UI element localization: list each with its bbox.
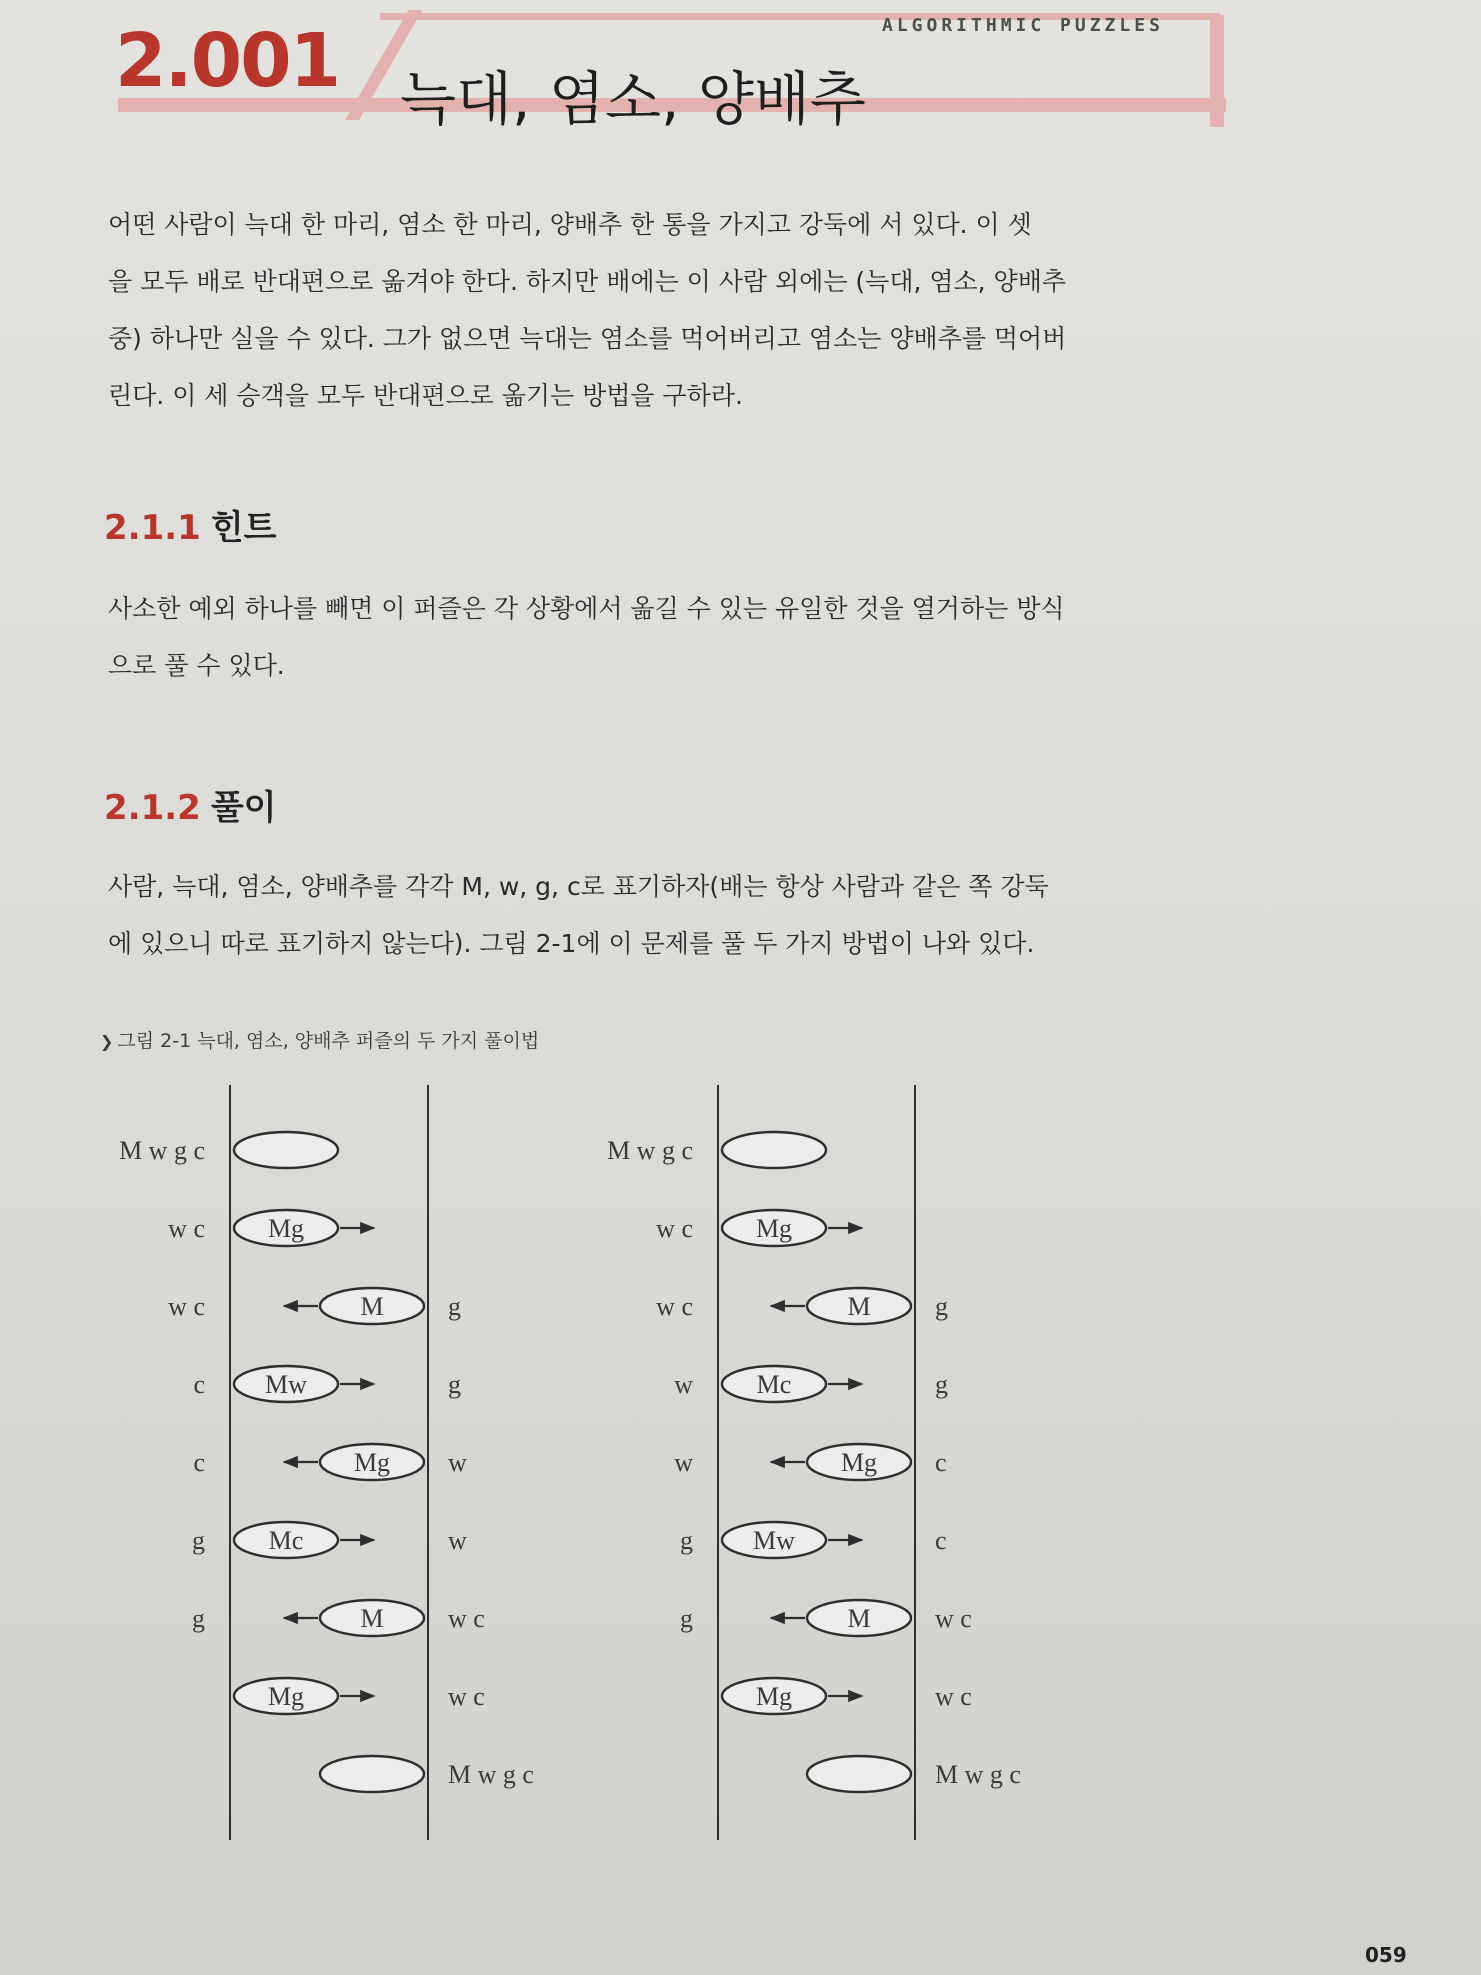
- left-bank-contents: g: [680, 1604, 693, 1633]
- left-bank-contents: c: [193, 1370, 205, 1399]
- boat-passengers: Mc: [268, 1526, 304, 1555]
- boat-passengers: Mg: [353, 1448, 391, 1477]
- left-bank-contents: w c: [168, 1214, 205, 1243]
- right-bank-contents: M w g c: [448, 1760, 534, 1789]
- hint-title: 힌트: [210, 508, 277, 548]
- right-bank-contents: M w g c: [935, 1760, 1021, 1789]
- solution-number: 2.1.2: [104, 788, 201, 828]
- solution-line: 에 있으니 따로 표기하지 않는다). 그림 2-1에 이 문제를 풀 두 가지 방법이 나와 있다.: [108, 929, 1035, 958]
- right-bank-contents: g: [448, 1370, 461, 1399]
- figure-diagram: [0, 1060, 1481, 1860]
- boat-passengers: M: [360, 1292, 384, 1321]
- boat-passengers: Mc: [756, 1370, 792, 1399]
- boat-passengers: M: [847, 1292, 871, 1321]
- boat-ellipse: [320, 1756, 424, 1792]
- hint-number: 2.1.1: [104, 508, 201, 548]
- right-bank-contents: w c: [448, 1682, 485, 1711]
- problem-title: 늑대, 염소, 양배추: [400, 65, 866, 133]
- left-bank-contents: g: [192, 1604, 205, 1633]
- right-bank-contents: w: [448, 1448, 467, 1477]
- figure-caption-text: 그림 2-1 늑대, 염소, 양배추 퍼즐의 두 가지 풀이법: [117, 1030, 540, 1052]
- hint-line: 사소한 예외 하나를 빼면 이 퍼즐은 각 상황에서 옮길 수 있는 유일한 것을 열거하는 방식: [108, 594, 1065, 623]
- boat-passengers: Mg: [755, 1682, 793, 1711]
- boat-ellipse: [722, 1132, 826, 1168]
- right-bank-contents: w c: [935, 1682, 972, 1711]
- left-bank-contents: w c: [656, 1292, 693, 1321]
- boat-ellipse: [807, 1756, 911, 1792]
- solution-line: 사람, 늑대, 염소, 양배추를 각각 M, w, g, c로 표기하자(배는 항상 사람과 같은 쪽 강둑: [108, 872, 1049, 901]
- right-bank-contents: c: [935, 1448, 947, 1477]
- right-bank-contents: g: [935, 1370, 948, 1399]
- intro-line: 어떤 사람이 늑대 한 마리, 염소 한 마리, 양배추 한 통을 가지고 강둑에 서 있다. 이 셋: [108, 210, 1032, 239]
- right-bank-contents: g: [935, 1292, 948, 1321]
- river-crossing-diagram: [0, 1060, 1481, 1860]
- left-bank-contents: w c: [656, 1214, 693, 1243]
- boat-passengers: Mg: [755, 1214, 793, 1243]
- boat-passengers: M: [847, 1604, 871, 1633]
- right-bank-contents: c: [935, 1526, 947, 1555]
- problem-number-text: 2.001: [115, 18, 340, 104]
- right-bank-contents: g: [448, 1292, 461, 1321]
- intro-line: 중) 하나만 실을 수 있다. 그가 없으면 늑대는 염소를 먹어버리고 염소는 양배추를 먹어버: [108, 324, 1067, 353]
- running-header: ALGORITHMIC PUZZLES: [882, 15, 1164, 36]
- problem-number: [115, 18, 339, 104]
- left-bank-contents: g: [192, 1526, 205, 1555]
- boat-passengers: Mg: [267, 1214, 305, 1243]
- left-bank-contents: M w g c: [607, 1136, 693, 1165]
- boat-passengers: Mw: [265, 1370, 307, 1399]
- boat-passengers: M: [360, 1604, 384, 1633]
- intro-line: 린다. 이 세 승객을 모두 반대편으로 옮기는 방법을 구하라.: [108, 381, 743, 410]
- right-bank-contents: w: [448, 1526, 467, 1555]
- page-number: 059: [1365, 1943, 1407, 1967]
- hint-heading: [104, 500, 277, 549]
- right-bank-contents: w c: [935, 1604, 972, 1633]
- boat-passengers: Mw: [753, 1526, 795, 1555]
- left-bank-contents: g: [680, 1526, 693, 1555]
- hint-line: 으로 풀 수 있다.: [108, 651, 285, 680]
- left-bank-contents: w c: [168, 1292, 205, 1321]
- left-bank-contents: w: [674, 1448, 693, 1477]
- right-bank-contents: w c: [448, 1604, 485, 1633]
- solution-heading: [104, 780, 277, 829]
- left-bank-contents: M w g c: [119, 1136, 205, 1165]
- figure-caption: [100, 1026, 539, 1053]
- boat-ellipse: [234, 1132, 338, 1168]
- left-bank-contents: w: [674, 1370, 693, 1399]
- intro-line: 을 모두 배로 반대편으로 옮겨야 한다. 하지만 배에는 이 사람 외에는 (늑대, 염소, 양배추: [108, 267, 1067, 296]
- boat-passengers: Mg: [267, 1682, 305, 1711]
- left-bank-contents: c: [193, 1448, 205, 1477]
- solution-title: 풀이: [210, 788, 277, 828]
- boat-passengers: Mg: [840, 1448, 878, 1477]
- chevron-down-icon: ❯: [100, 1032, 114, 1051]
